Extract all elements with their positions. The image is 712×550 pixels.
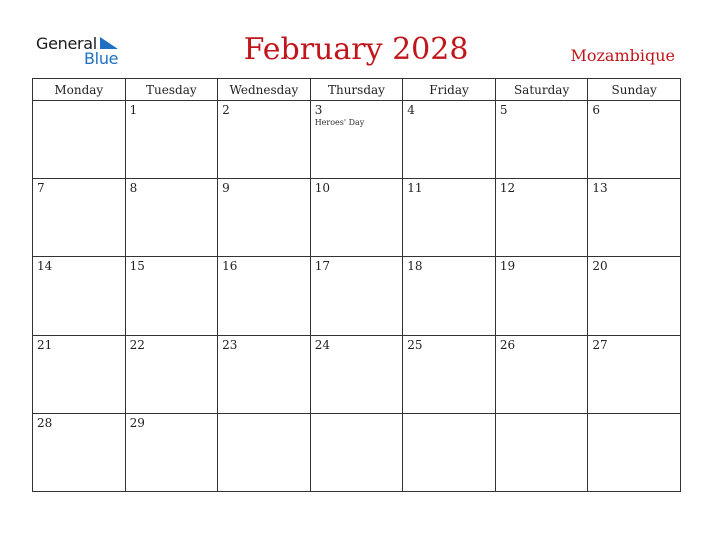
day-number: 3 (314, 103, 323, 117)
day-cell (495, 335, 588, 413)
week-row (33, 179, 681, 257)
weekday-header: Sunday (588, 79, 681, 101)
day-number: 18 (407, 259, 423, 274)
day-number: 22 (129, 337, 145, 352)
weekday-header: Saturday (495, 79, 588, 101)
day-number: 19 (499, 259, 516, 274)
day-cell (310, 101, 403, 179)
week-row (33, 413, 681, 491)
day-cell (588, 179, 681, 257)
day-number: 20 (592, 259, 608, 274)
logo-text-general: General (36, 34, 97, 53)
day-number: 15 (129, 259, 145, 274)
day-cell (125, 257, 218, 335)
day-cell (403, 257, 496, 335)
day-number: 21 (37, 337, 53, 352)
day-cell (125, 179, 218, 257)
day-number: 2 (222, 103, 230, 117)
day-number: 12 (499, 181, 516, 196)
day-cell (33, 257, 126, 335)
day-cell (218, 101, 311, 179)
day-cell (310, 179, 403, 257)
week-row (33, 101, 681, 179)
day-cell (588, 257, 681, 335)
day-cell (310, 413, 403, 491)
day-cell (588, 335, 681, 413)
day-cell (495, 257, 588, 335)
day-cell (33, 179, 126, 257)
day-cell (310, 257, 403, 335)
day-number: 6 (592, 103, 601, 117)
weekday-header: Wednesday (218, 79, 311, 101)
day-number: 7 (37, 181, 45, 196)
weekday-header-row (33, 79, 681, 101)
day-number: 26 (499, 337, 516, 352)
day-cell (218, 179, 311, 257)
day-cell (33, 101, 126, 179)
day-number: 29 (129, 415, 145, 430)
day-cell (218, 257, 311, 335)
weekday-header: Friday (403, 79, 496, 101)
day-cell (495, 413, 588, 491)
day-number: 24 (314, 337, 330, 352)
day-cell (588, 413, 681, 491)
day-number: 23 (222, 337, 238, 352)
day-cell (33, 413, 126, 491)
weekday-header: Tuesday (125, 79, 218, 101)
day-number: 17 (314, 259, 330, 274)
day-number: 13 (592, 181, 608, 196)
day-number: 5 (499, 103, 508, 117)
calendar-grid (32, 78, 681, 492)
day-cell (310, 335, 403, 413)
day-number: 4 (407, 103, 415, 117)
day-cell (403, 335, 496, 413)
day-cell (403, 413, 496, 491)
country-name: Mozambique (570, 46, 675, 65)
day-cell (125, 413, 218, 491)
day-cell (125, 335, 218, 413)
calendar-title: February 2028 (243, 32, 469, 67)
day-number: 28 (37, 415, 53, 430)
day-number: 10 (314, 181, 330, 196)
day-cell (403, 179, 496, 257)
day-cell (33, 335, 126, 413)
logo-text-blue: Blue (84, 49, 119, 68)
day-cell (218, 413, 311, 491)
day-cell (125, 101, 218, 179)
week-row (33, 257, 681, 335)
weekday-header: Thursday (310, 79, 403, 101)
day-number: 11 (407, 181, 423, 196)
day-number: 1 (129, 103, 138, 117)
day-number: 8 (129, 181, 138, 196)
day-cell (495, 101, 588, 179)
day-number: 14 (37, 259, 53, 274)
day-number: 25 (407, 337, 423, 352)
day-cell (218, 335, 311, 413)
day-cell (588, 101, 681, 179)
weekday-header: Monday (33, 79, 126, 101)
day-cell (495, 179, 588, 257)
day-number: 9 (222, 181, 230, 196)
holiday-label: Heroes' Day (314, 118, 365, 127)
day-number: 16 (222, 259, 238, 274)
day-cell (403, 101, 496, 179)
day-number: 27 (592, 337, 608, 352)
week-row (33, 335, 681, 413)
